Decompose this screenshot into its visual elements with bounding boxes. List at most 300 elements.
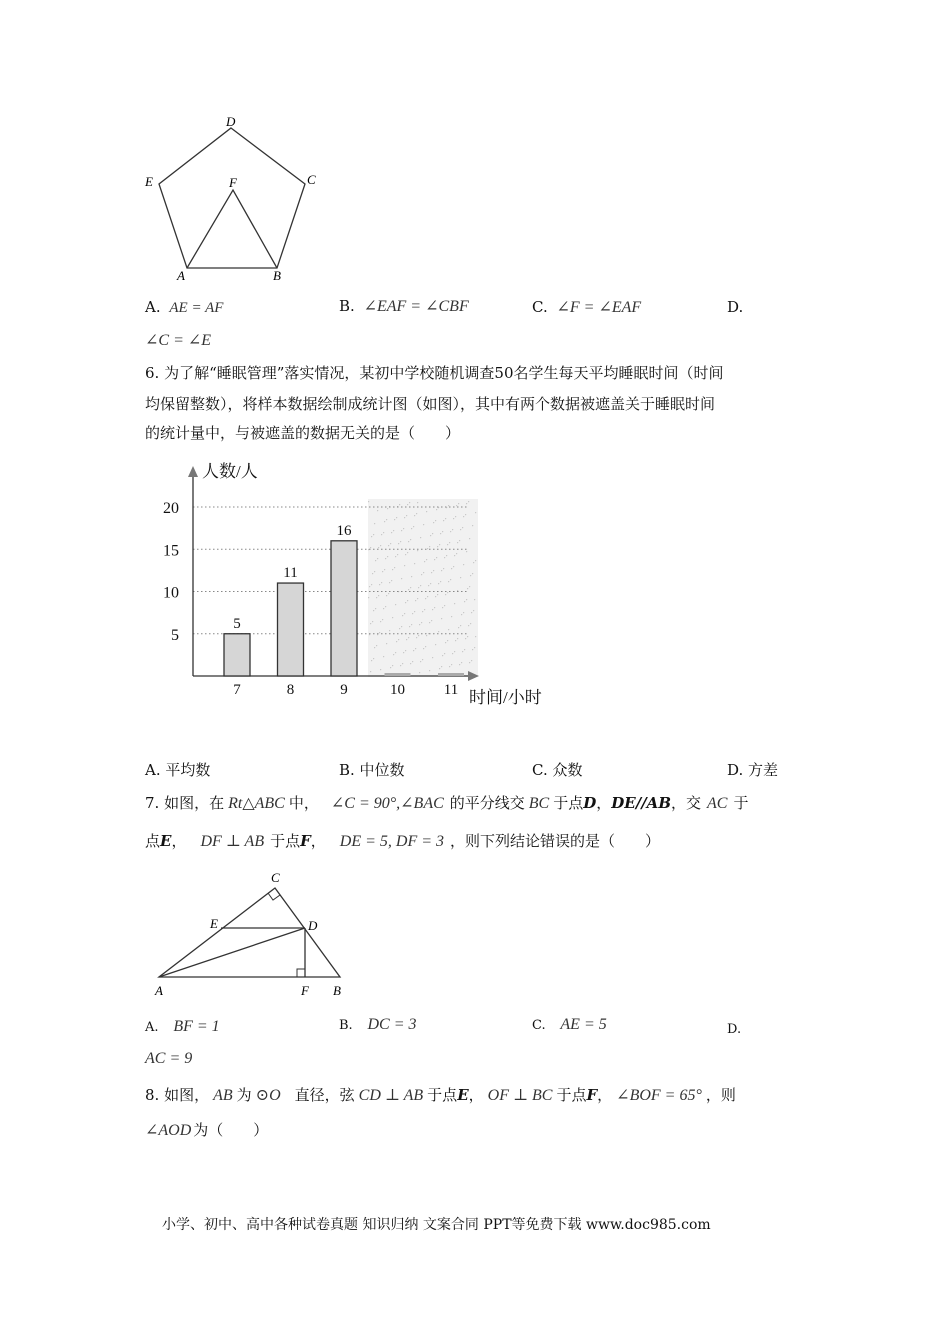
label-A: A: [177, 268, 185, 283]
mask-speckle: [424, 561, 425, 562]
mask-speckle: [387, 556, 388, 557]
mask-speckle: [377, 558, 378, 559]
option-letter: B.: [339, 1018, 353, 1033]
point-e: E: [160, 832, 172, 850]
mask-speckle: [373, 534, 374, 535]
label-D: D: [308, 918, 318, 933]
mask-speckle: [426, 511, 427, 512]
mask-speckle: [417, 550, 418, 551]
mask-speckle: [422, 659, 423, 660]
mask-speckle: [448, 629, 449, 630]
mask-speckle: [395, 556, 396, 557]
mask-speckle: [466, 551, 467, 552]
mask-speckle: [459, 540, 460, 541]
mask-speckle: [371, 536, 372, 537]
option-letter: A.: [145, 1020, 159, 1035]
mask-speckle: [372, 621, 373, 622]
mask-speckle: [374, 523, 375, 524]
mask-speckle: [376, 645, 377, 646]
mask-speckle: [465, 514, 466, 515]
text: ，: [468, 1086, 484, 1104]
mask-speckle: [439, 668, 440, 669]
label-C: C: [307, 172, 316, 187]
mask-speckle: [405, 650, 406, 651]
mask-speckle: [410, 663, 411, 664]
mask-speckle: [433, 522, 434, 523]
mask-speckle: [414, 515, 415, 516]
text: 于点: [556, 1086, 587, 1104]
q7-option-d-text: [145, 1049, 192, 1068]
q8-line-2: [145, 1119, 268, 1140]
q7-option-a[interactable]: [145, 1017, 220, 1036]
mask-speckle: [379, 632, 380, 633]
mask-speckle: [429, 670, 430, 671]
mask-speckle: [445, 594, 446, 595]
bar-masked: [385, 673, 411, 676]
mask-speckle: [416, 513, 417, 514]
mask-speckle: [465, 638, 466, 639]
mask-speckle: [463, 612, 464, 613]
math: AB: [213, 1087, 233, 1104]
mask-speckle: [454, 651, 455, 652]
mask-speckle: [420, 537, 421, 538]
mask-speckle: [436, 557, 437, 558]
point-f: F: [300, 832, 311, 850]
mask-speckle: [427, 548, 428, 549]
mask-speckle: [405, 602, 406, 603]
q6-option-c[interactable]: C. 众数: [532, 761, 583, 779]
mask-speckle: [440, 533, 441, 534]
mask-speckle: [435, 520, 436, 521]
mask-speckle: [456, 505, 457, 506]
text: 直径，弦: [294, 1086, 355, 1104]
mask-speckle: [470, 575, 471, 576]
mask-speckle: [455, 640, 456, 641]
mask-speckle: [429, 622, 430, 623]
math: BC: [528, 795, 550, 812]
mask-speckle: [453, 518, 454, 519]
q7-option-d[interactable]: [727, 1019, 741, 1037]
mask-speckle: [402, 663, 403, 664]
mask-speckle: [407, 600, 408, 601]
page-footer: 小学、初中、高中各种试卷真题 知识归纳 文案合同 PPT等免费下载 www.doc985.com: [162, 1217, 711, 1233]
mask-speckle: [453, 566, 454, 567]
mask-speckle: [403, 528, 404, 529]
mask-speckle: [381, 534, 382, 535]
mask-speckle: [432, 533, 433, 534]
math: ∠C = 90°,∠BAC: [330, 795, 444, 812]
mask-speckle: [438, 583, 439, 584]
mask-speckle: [435, 596, 436, 597]
text: 为: [236, 1086, 252, 1104]
q6-option-b[interactable]: B. 中位数: [339, 761, 405, 779]
mask-speckle: [442, 607, 443, 608]
mask-speckle: [412, 613, 413, 614]
mask-speckle: [393, 530, 394, 531]
text: 为（ ）: [193, 1121, 269, 1139]
mask-speckle: [443, 520, 444, 521]
mask-speckle: [472, 573, 473, 574]
mask-speckle: [379, 584, 380, 585]
mask-speckle: [371, 584, 372, 585]
mask-speckle: [384, 521, 385, 522]
mask-speckle: [442, 655, 443, 656]
mask-speckle: [405, 554, 406, 555]
mask-speckle: [445, 642, 446, 643]
mask-speckle: [432, 657, 433, 658]
mask-speckle: [382, 571, 383, 572]
label-E: E: [210, 916, 218, 931]
mask-speckle: [435, 644, 436, 645]
mask-speckle: [388, 545, 389, 546]
mask-speckle: [431, 572, 432, 573]
mask-speckle: [417, 598, 418, 599]
mask-speckle: [402, 615, 403, 616]
text: 于点: [427, 1086, 458, 1104]
mask-speckle: [377, 510, 378, 511]
x-tick-label: 9: [340, 682, 348, 698]
mask-speckle: [451, 616, 452, 617]
mask-speckle: [401, 578, 402, 579]
bar: [278, 583, 304, 676]
q5-option-d[interactable]: [727, 298, 743, 316]
label-A: A: [155, 983, 163, 998]
mask-speckle: [384, 569, 385, 570]
q5-option-c[interactable]: [532, 297, 641, 317]
mask-speckle: [436, 509, 437, 510]
mask-speckle: [414, 611, 415, 612]
mask-speckle: [374, 571, 375, 572]
text: 8. 如图，: [145, 1086, 210, 1104]
mask-speckle: [389, 630, 390, 631]
sleep-bar-chart: [150, 455, 560, 715]
text: 于: [733, 794, 749, 812]
mask-speckle: [424, 609, 425, 610]
mask-speckle: [447, 640, 448, 641]
mask-speckle: [403, 652, 404, 653]
pentagon-figure: [140, 110, 330, 288]
segment-ad: [159, 928, 305, 977]
q8-line-1: [145, 1084, 736, 1105]
mask-speckle: [470, 623, 471, 624]
q6-line-3: 的统计量中，与被遮盖的数据无关的是（ ）: [145, 424, 461, 442]
mask-speckle: [423, 572, 424, 573]
mask-speckle: [389, 582, 390, 583]
mask-speckle: [374, 647, 375, 648]
mask-speckle: [386, 643, 387, 644]
mask-speckle: [392, 617, 393, 618]
mask-speckle: [437, 594, 438, 595]
mask-speckle: [392, 569, 393, 570]
text: 的平分线交: [449, 794, 525, 812]
mask-speckle: [430, 535, 431, 536]
mask-speckle: [400, 665, 401, 666]
mask-speckle: [433, 570, 434, 571]
point-d: D: [583, 794, 597, 812]
mask-speckle: [440, 581, 441, 582]
mask-speckle: [464, 601, 465, 602]
bar-data-label: 16: [336, 522, 352, 539]
q6-option-d[interactable]: D. 方差: [727, 761, 779, 779]
mask-speckle: [469, 662, 470, 663]
option-math: ∠F = ∠EAF: [556, 299, 642, 316]
mask-speckle: [455, 516, 456, 517]
text: 中，: [288, 794, 319, 812]
mask-speckle: [454, 603, 455, 604]
option-letter: D.: [727, 298, 744, 316]
text: 于点: [553, 794, 584, 812]
mask-speckle: [427, 596, 428, 597]
mask-speckle: [439, 544, 440, 545]
q5-option-b[interactable]: [339, 296, 469, 316]
mask-speckle: [452, 529, 453, 530]
mask-speckle: [414, 563, 415, 564]
mask-speckle: [457, 542, 458, 543]
mask-speckle: [473, 562, 474, 563]
bar-masked: [438, 673, 464, 676]
mask-speckle: [459, 664, 460, 665]
q7-line-1: [145, 792, 748, 813]
option-math: ∠C = ∠E: [145, 332, 212, 349]
mask-speckle: [461, 614, 462, 615]
text: 7. 如图，在: [145, 794, 225, 812]
mask-speckle: [394, 567, 395, 568]
mask-speckle: [428, 585, 429, 586]
triangle-figure: [145, 866, 360, 1004]
mask-speckle: [474, 647, 475, 648]
mask-speckle: [396, 517, 397, 518]
mask-speckle: [417, 502, 418, 503]
label-F: F: [229, 175, 237, 190]
mask-speckle: [457, 638, 458, 639]
mask-speckle: [437, 546, 438, 547]
mask-speckle: [408, 589, 409, 590]
mask-speckle: [474, 599, 475, 600]
mask-speckle: [463, 564, 464, 565]
x-tick-label: 7: [233, 682, 241, 698]
mask-speckle: [387, 508, 388, 509]
mask-speckle: [415, 648, 416, 649]
mask-speckle: [419, 672, 420, 673]
mask-speckle: [371, 660, 372, 661]
y-tick-label: 15: [163, 542, 179, 560]
q5-option-d-text: [145, 330, 211, 350]
mask-speckle: [450, 531, 451, 532]
mask-speckle: [378, 595, 379, 596]
triangle-abf: [187, 190, 277, 268]
mask-speckle: [385, 606, 386, 607]
text: ，: [597, 1086, 613, 1104]
mask-speckle: [462, 527, 463, 528]
label-B: B: [333, 983, 341, 998]
mask-speckle: [442, 531, 443, 532]
mask-speckle: [420, 661, 421, 662]
math: DE//AB: [611, 794, 671, 812]
mask-speckle: [381, 582, 382, 583]
option-math: AC = 9: [145, 1050, 193, 1067]
bar: [224, 634, 250, 676]
q7-line-2: [145, 830, 660, 851]
mask-speckle: [434, 607, 435, 608]
mask-speckle: [441, 666, 442, 667]
mask-speckle: [375, 560, 376, 561]
point-f: F: [586, 1086, 598, 1104]
bar: [331, 541, 357, 676]
mask-speckle: [460, 625, 461, 626]
mask-speckle: [373, 658, 374, 659]
text: ，: [310, 832, 326, 850]
mask-speckle: [391, 532, 392, 533]
text: ，则下列结论错误的是（ ）: [450, 832, 661, 850]
mask-speckle: [458, 503, 459, 504]
mask-speckle: [399, 504, 400, 505]
y-tick-label: 10: [163, 584, 179, 602]
mask-speckle: [376, 597, 377, 598]
mask-speckle: [380, 545, 381, 546]
mask-speckle: [421, 622, 422, 623]
mask-speckle: [373, 610, 374, 611]
mask-speckle: [368, 501, 369, 502]
math: ∠AOD: [145, 1122, 192, 1139]
mask-speckle: [404, 565, 405, 566]
math: DE = 5, DF = 3: [339, 833, 445, 850]
mask-speckle: [467, 636, 468, 637]
mask-speckle: [385, 558, 386, 559]
label-E: E: [145, 174, 153, 189]
mask-speckle: [372, 573, 373, 574]
mask-speckle: [460, 529, 461, 530]
q7-option-b[interactable]: [339, 1015, 417, 1034]
option-letter: B.: [339, 297, 355, 315]
y-axis-label: 人数/人: [202, 462, 258, 481]
mask-speckle: [396, 641, 397, 642]
math: DF ⊥ AB: [200, 833, 265, 850]
mask-speckle: [467, 588, 468, 589]
mask-speckle: [469, 586, 470, 587]
mask-speckle: [413, 526, 414, 527]
mask-speckle: [408, 637, 409, 638]
x-axis-label: 时间/小时: [469, 688, 542, 707]
option-math: AE = 5: [560, 1016, 607, 1033]
mask-speckle: [429, 546, 430, 547]
mask-speckle: [368, 597, 369, 598]
mask-speckle: [466, 599, 467, 600]
mask-speckle: [463, 516, 464, 517]
mask-speckle: [444, 605, 445, 606]
mask-speckle: [451, 664, 452, 665]
mask-speckle: [434, 559, 435, 560]
mask-speckle: [411, 528, 412, 529]
mask-speckle: [413, 650, 414, 651]
mask-speckle: [441, 570, 442, 571]
y-tick-label: 20: [163, 500, 179, 517]
mask-speckle: [475, 560, 476, 561]
text: 点: [145, 832, 161, 850]
mask-speckle: [383, 608, 384, 609]
mask-speckle: [432, 609, 433, 610]
mask-speckle: [380, 669, 381, 670]
q5-option-a[interactable]: [145, 298, 223, 317]
mask-speckle: [449, 666, 450, 667]
option-letter: A.: [145, 298, 161, 316]
label-F: F: [301, 983, 309, 998]
mask-speckle: [444, 653, 445, 654]
mask-speckle: [426, 635, 427, 636]
text: ，交: [671, 794, 702, 812]
mask-speckle: [469, 538, 470, 539]
mask-speckle: [451, 568, 452, 569]
math: OF ⊥ BC: [487, 1087, 553, 1104]
q6-option-a[interactable]: A. 平均数: [145, 761, 211, 779]
mask-speckle: [407, 504, 408, 505]
mask-speckle: [466, 503, 467, 504]
mask-speckle: [450, 579, 451, 580]
math: AC: [707, 795, 728, 812]
option-letter: C.: [532, 1018, 546, 1033]
mask-speckle: [462, 651, 463, 652]
text: 于点: [270, 832, 301, 850]
mask-speckle: [404, 613, 405, 614]
mask-speckle: [390, 667, 391, 668]
x-tick-label: 11: [443, 682, 459, 698]
math: CD ⊥ AB: [358, 1087, 424, 1104]
text: ，则: [705, 1086, 736, 1104]
mask-speckle: [421, 574, 422, 575]
mask-speckle: [411, 624, 412, 625]
mask-speckle: [401, 626, 402, 627]
q7-option-c[interactable]: [532, 1015, 607, 1034]
option-math: AE = AF: [169, 300, 224, 316]
mask-speckle: [404, 517, 405, 518]
mask-speckle: [370, 623, 371, 624]
mask-speckle: [448, 581, 449, 582]
mask-speckle: [473, 610, 474, 611]
mask-speckle: [420, 585, 421, 586]
mask-speckle: [441, 618, 442, 619]
mask-speckle: [399, 628, 400, 629]
mask-speckle: [398, 639, 399, 640]
mask-speckle: [390, 543, 391, 544]
mask-speckle: [422, 611, 423, 612]
mask-speckle: [472, 649, 473, 650]
mask-speckle: [452, 653, 453, 654]
mask-speckle: [426, 559, 427, 560]
mask-speckle: [398, 543, 399, 544]
mask-speckle: [472, 525, 473, 526]
math: ∠BOF = 65°: [616, 1087, 702, 1104]
mask-speckle: [456, 553, 457, 554]
mask-speckle: [369, 586, 370, 587]
mask-speckle: [460, 577, 461, 578]
mask-speckle: [418, 587, 419, 588]
mask-speckle: [400, 541, 401, 542]
mask-speckle: [448, 505, 449, 506]
mask-speckle: [392, 665, 393, 666]
text: ，: [596, 794, 612, 812]
mask-speckle: [397, 554, 398, 555]
mask-speckle: [383, 532, 384, 533]
mask-speckle: [458, 627, 459, 628]
mask-speckle: [423, 648, 424, 649]
option-math: ∠EAF = ∠CBF: [363, 298, 469, 315]
right-angle-f: [297, 969, 305, 977]
option-math: DC = 3: [367, 1016, 417, 1033]
option-letter: D.: [727, 1022, 742, 1037]
mask-speckle: [416, 637, 417, 638]
mask-speckle: [445, 518, 446, 519]
mask-speckle: [419, 624, 420, 625]
text: ，: [171, 832, 187, 850]
